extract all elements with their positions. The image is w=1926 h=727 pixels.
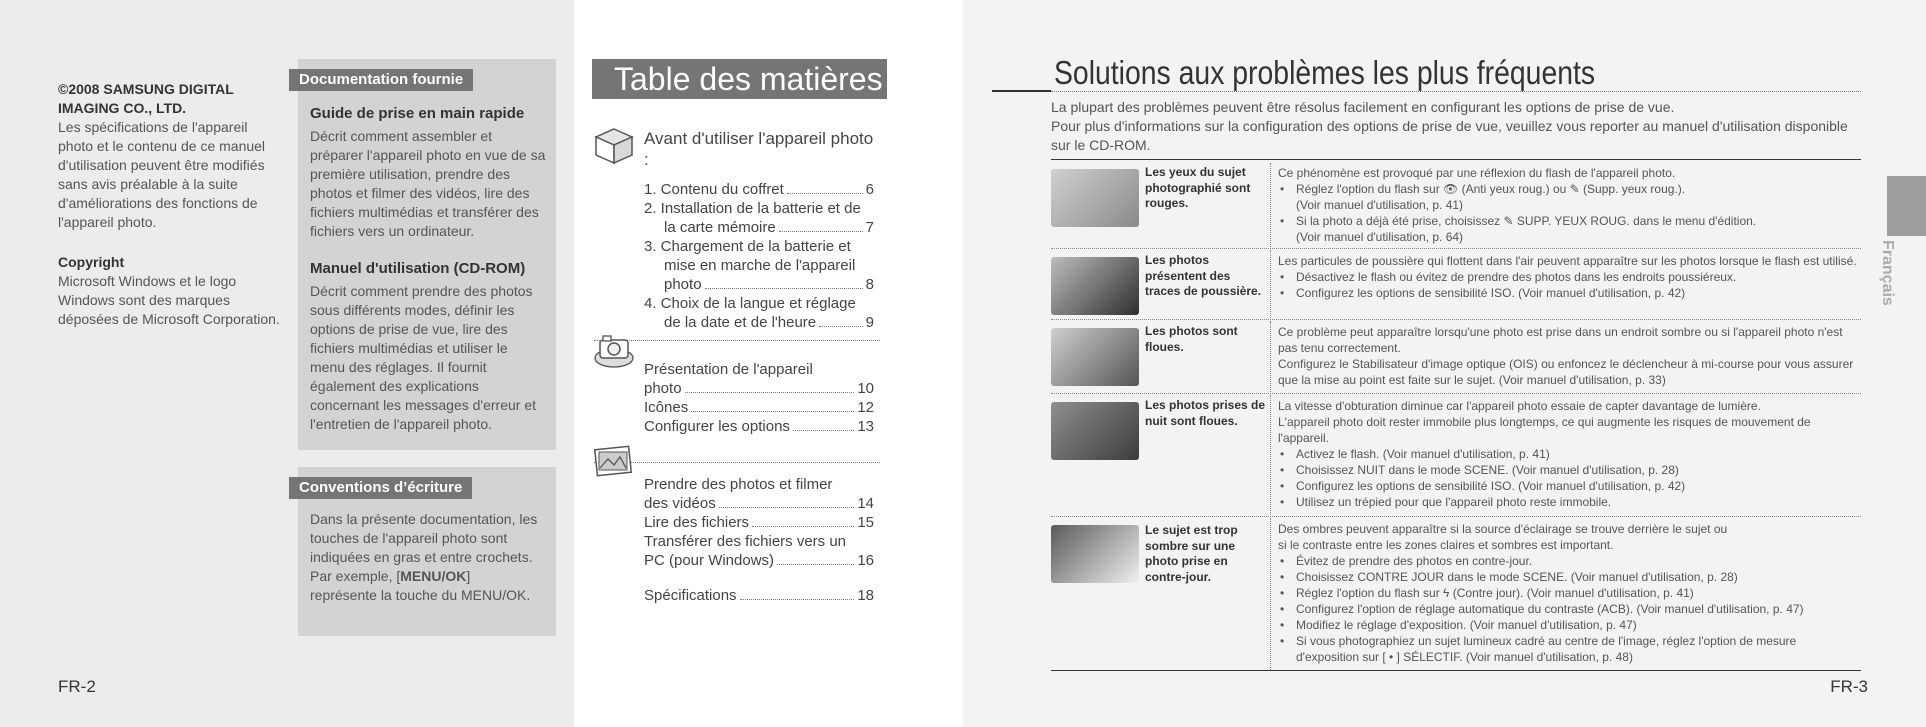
problem-label: Les yeux du sujet photographié sont rouges. (1145, 165, 1251, 210)
solution-bullet: • Évitez de prendre des photos en contre-jour. (1278, 553, 1862, 569)
toc-section-2 (644, 360, 874, 436)
problem-solution (1278, 165, 1862, 245)
toc-entry-text: des vidéos (644, 495, 716, 512)
problem-solution (1278, 521, 1862, 665)
toc-entry-text: Présentation de l'appareil (644, 361, 813, 378)
conventions-text-3: représente la touche du MENU/OK. (310, 587, 531, 603)
toc-page-number: 14 (857, 495, 874, 512)
toc-entry-text: Prendre des photos et filmer (644, 476, 833, 493)
conventions-example: Par exemple, [MENU/OK] (310, 568, 471, 584)
solution-bullet: • Si la photo a déjà été prise, choisissez ✎ SUPP. YEUX ROUG. dans le menu d'édition. (1278, 213, 1862, 229)
camera-icon (592, 328, 636, 370)
manual-title: Manuel d'utilisation (CD-ROM) (310, 260, 526, 277)
problem-label: Les photos prises de nuit sont floues. (1145, 398, 1266, 428)
documentation-box (298, 59, 556, 450)
problem-solution (1278, 324, 1862, 388)
box-icon (592, 125, 636, 167)
page-title: Solutions aux problèmes les plus fréquents (1054, 54, 1596, 91)
page-number-left: FR-2 (58, 677, 96, 696)
problem-solution (1278, 253, 1862, 301)
row-separator (1051, 248, 1861, 249)
conventions-box (298, 467, 556, 636)
guide-title: Guide de prise en main rapide (310, 105, 525, 122)
conventions-tab: Conventions d’écriture (289, 477, 472, 499)
toc-entry[interactable] (644, 180, 874, 199)
red-eye-photo (1051, 169, 1139, 227)
menu-ok-key: MENU/OK (400, 568, 467, 584)
toc-section-3-list (644, 475, 874, 605)
toc-entry-text: Spécifications (644, 587, 737, 604)
solution-bullet: • Modifiez le réglage d'exposition. (Voir manuel d'utilisation, p. 47) (1278, 617, 1862, 633)
problem-row (1051, 396, 1861, 519)
table-top-rule (1051, 159, 1861, 160)
toc-page-number: 18 (857, 587, 874, 604)
toc-entry[interactable] (644, 360, 874, 398)
copyright-block (58, 80, 280, 232)
solution-bullet: • Réglez l'option du flash sur 👁 (Anti yeux roug.) ou ✎ (Supp. yeux roug.). (1278, 181, 1862, 197)
toc-entry[interactable] (644, 199, 874, 237)
toc-page-number: 6 (865, 181, 874, 198)
problem-row (1051, 163, 1861, 251)
solution-text: si le contraste entre les zones claires et sombres est important. (1278, 538, 1614, 552)
title-underline (1051, 91, 1861, 92)
solution-text: (Voir manuel d'utilisation, p. 41) (1296, 198, 1464, 212)
toc-title: Table des matières (592, 59, 887, 99)
toc-page-number: 9 (865, 314, 874, 331)
problem-solution (1278, 398, 1862, 510)
solution-text: Configurez le Stabilisateur d'image optique (OIS) ou enfoncez le déclencheur à mi-course pour vous assurer que la mise au point est faite sur le sujet. (Voir manuel d'utilisation, p. 33) (1278, 357, 1854, 387)
toc-page-number: 8 (865, 276, 874, 293)
toc-entry-text: 2. Installation de la batterie et de (644, 200, 861, 217)
toc-page-number: 10 (857, 380, 874, 397)
row-separator (1051, 393, 1861, 394)
toc-entry[interactable] (644, 417, 874, 436)
solution-bullet: • Configurez les options de sensibilité ISO. (Voir manuel d'utilisation, p. 42) (1278, 478, 1862, 494)
solution-text: d'exposition sur [ • ] SÉLECTIF. (Voir manuel d'utilisation, p. 48) (1296, 650, 1633, 664)
toc-divider (594, 340, 880, 341)
manual-text: Décrit comment prendre des photos sous différents modes, définir les options de prise de vue, lire des fichiers multimédias et utiliser le menu des réglages. Il fournit également des explications concernant les messages d'erreur et l'entretien de l'appareil photo. (310, 283, 537, 432)
documentation-content (310, 104, 546, 434)
solution-bullet: • Choisissez NUIT dans le mode SCENE. (Voir manuel d'utilisation, p. 28) (1278, 462, 1862, 478)
backlit-photo (1051, 525, 1139, 583)
solution-bullet: • Réglez l'option du flash sur ϟ (Contre jour). (Voir manuel d'utilisation, p. 41) (1278, 585, 1862, 601)
night-photo (1051, 402, 1139, 460)
solution-bullet: • Désactivez le flash ou évitez de prendre des photos dans les endroits poussiéreux. (1278, 269, 1862, 285)
solution-bullet: • Utilisez un trépied pour que l'appareil photo reste immobile. (1278, 494, 1862, 510)
conventions-content (310, 510, 546, 605)
language-label: Français (1879, 240, 1896, 306)
title-rule (992, 90, 1051, 92)
blurry-photo (1051, 328, 1139, 386)
copyright-title: ©2008 SAMSUNG DIGITAL IMAGING CO., LTD. (58, 81, 234, 116)
toc-entry-text: photo (644, 380, 682, 397)
toc-page-number: 13 (857, 418, 874, 435)
solution-text: Les particules de poussière qui flottent dans l'air peuvent apparaître sur les photos lorsque le flash est utilisé. (1278, 254, 1857, 268)
conventions-text-1: Dans la présente documentation, les touches de l'appareil photo sont indiquées en gras et entre crochets. (310, 511, 538, 565)
toc-entry-text: photo (664, 276, 702, 293)
toc-entry-text: 1. Contenu du coffret (644, 181, 784, 198)
solution-bullet: • Configurez les options de sensibilité ISO. (Voir manuel d'utilisation, p. 42) (1278, 285, 1862, 301)
toc-section-1 (644, 128, 874, 332)
toc-entry-text: mise en marche de l'appareil (664, 257, 856, 274)
documentation-tab: Documentation fournie (289, 69, 473, 91)
solution-bullet: • Choisissez CONTRE JOUR dans le mode SCENE. (Voir manuel d'utilisation, p. 28) (1278, 569, 1862, 585)
problem-row (1051, 251, 1861, 322)
solution-text: Des ombres peuvent apparaître si la source d'éclairage se trouve derrière le sujet ou (1278, 522, 1728, 536)
solution-bullet: • Si vous photographiez un sujet lumineux cadré au centre de l'image, réglez l'option de mesure (1278, 633, 1862, 649)
language-tab (1887, 176, 1926, 236)
trademark-title: Copyright (58, 254, 125, 270)
toc-entry[interactable] (644, 237, 874, 294)
toc-entry-text: Configurer les options (644, 418, 790, 435)
copyright-text: Les spécifications de l'appareil photo et le contenu de ce manuel d'utilisation peuvent être modifiés sans avis préalable à la suite d'améliorations des fonctions de l'appareil photo. (58, 119, 266, 230)
intro-line-2: Pour plus d'informations sur la configuration des options de prise de vue, veuillez vous reporter au manuel d'utilisation disponible sur le CD-ROM. (1051, 118, 1848, 153)
toc-entry-text: Transférer des fichiers vers un (644, 533, 847, 550)
row-separator (1051, 516, 1861, 517)
row-separator (1051, 319, 1861, 320)
solution-text: Ce phénomène est provoqué par une réflexion du flash de l'appareil photo. (1278, 166, 1676, 180)
guide-text: Décrit comment assembler et préparer l'appareil photo en vue de sa première utilisation, prendre des photos et filmer des vidéos, lire des fichiers multimédias et transférer des fichiers vers un ordinateur. (310, 128, 546, 239)
toc-entry-text: PC (pour Windows) (644, 552, 775, 569)
toc-divider (594, 462, 880, 463)
problem-row (1051, 519, 1861, 670)
intro-text (1051, 98, 1861, 155)
toc-entry[interactable] (644, 294, 874, 332)
toc-page-number: 12 (857, 399, 874, 416)
toc-page-number: 7 (865, 219, 874, 236)
toc-entry[interactable] (644, 586, 874, 605)
problem-label: Les photos sont floues. (1145, 324, 1238, 354)
toc-section-2-list (644, 360, 874, 436)
toc-entry-text: Lire des fichiers (644, 514, 750, 531)
page-number-right: FR-3 (1830, 677, 1868, 696)
problem-label: Le sujet est trop sombre sur une photo prise en contre-jour. (1145, 523, 1238, 584)
photos-icon (592, 440, 636, 482)
trademark-text: Microsoft Windows et le logo Windows sont des marques déposées de Microsoft Corporation. (58, 273, 280, 327)
toc-entry-text: de la date et de l'heure (664, 314, 817, 331)
problem-label: Les photos présentent des traces de poussière. (1145, 253, 1262, 298)
toc-entry[interactable] (644, 398, 874, 417)
solution-text: (Voir manuel d'utilisation, p. 64) (1296, 230, 1464, 244)
toc-entry[interactable] (644, 513, 874, 532)
toc-page-number: 16 (857, 552, 874, 569)
intro-line-1: La plupart des problèmes peuvent être résolus facilement en configurant les options de prise de vue. (1051, 99, 1675, 115)
dust-photo (1051, 257, 1139, 315)
toc-page-number: 15 (857, 514, 874, 531)
solution-text: L'appareil photo doit rester immobile plus longtemps, ce qui augmente les risques de mouvement de l'appareil. (1278, 415, 1811, 445)
table-bottom-rule (1051, 670, 1861, 671)
toc-entry[interactable] (644, 532, 874, 586)
toc-entry-text: la carte mémoire (664, 219, 776, 236)
trademark-block (58, 253, 280, 329)
problem-row (1051, 322, 1861, 396)
toc-entry-text: 3. Chargement de la batterie et (644, 238, 851, 255)
toc-section-1-heading: Avant d'utiliser l'appareil photo : (644, 129, 874, 169)
solution-bullet: • Activez le flash. (Voir manuel d'utilisation, p. 41) (1278, 446, 1862, 462)
toc-entry-text: Icônes (644, 399, 689, 416)
toc-entry[interactable] (644, 475, 874, 513)
toc-section-1-list (644, 180, 874, 332)
solution-text: Ce problème peut apparaître lorsqu'une photo est prise dans un endroit sombre ou si l'appareil photo n'est pas tenu correctement. (1278, 325, 1843, 355)
solution-text: La vitesse d'obturation diminue car l'appareil photo essaie de capter davantage de lumière. (1278, 399, 1761, 413)
toc-entry-text: 4. Choix de la langue et réglage (644, 295, 856, 312)
toc-section-3 (644, 475, 874, 605)
solution-bullet: • Configurez l'option de réglage automatique du contraste (ACB). (Voir manuel d'utilisation, p. 47) (1278, 601, 1862, 617)
